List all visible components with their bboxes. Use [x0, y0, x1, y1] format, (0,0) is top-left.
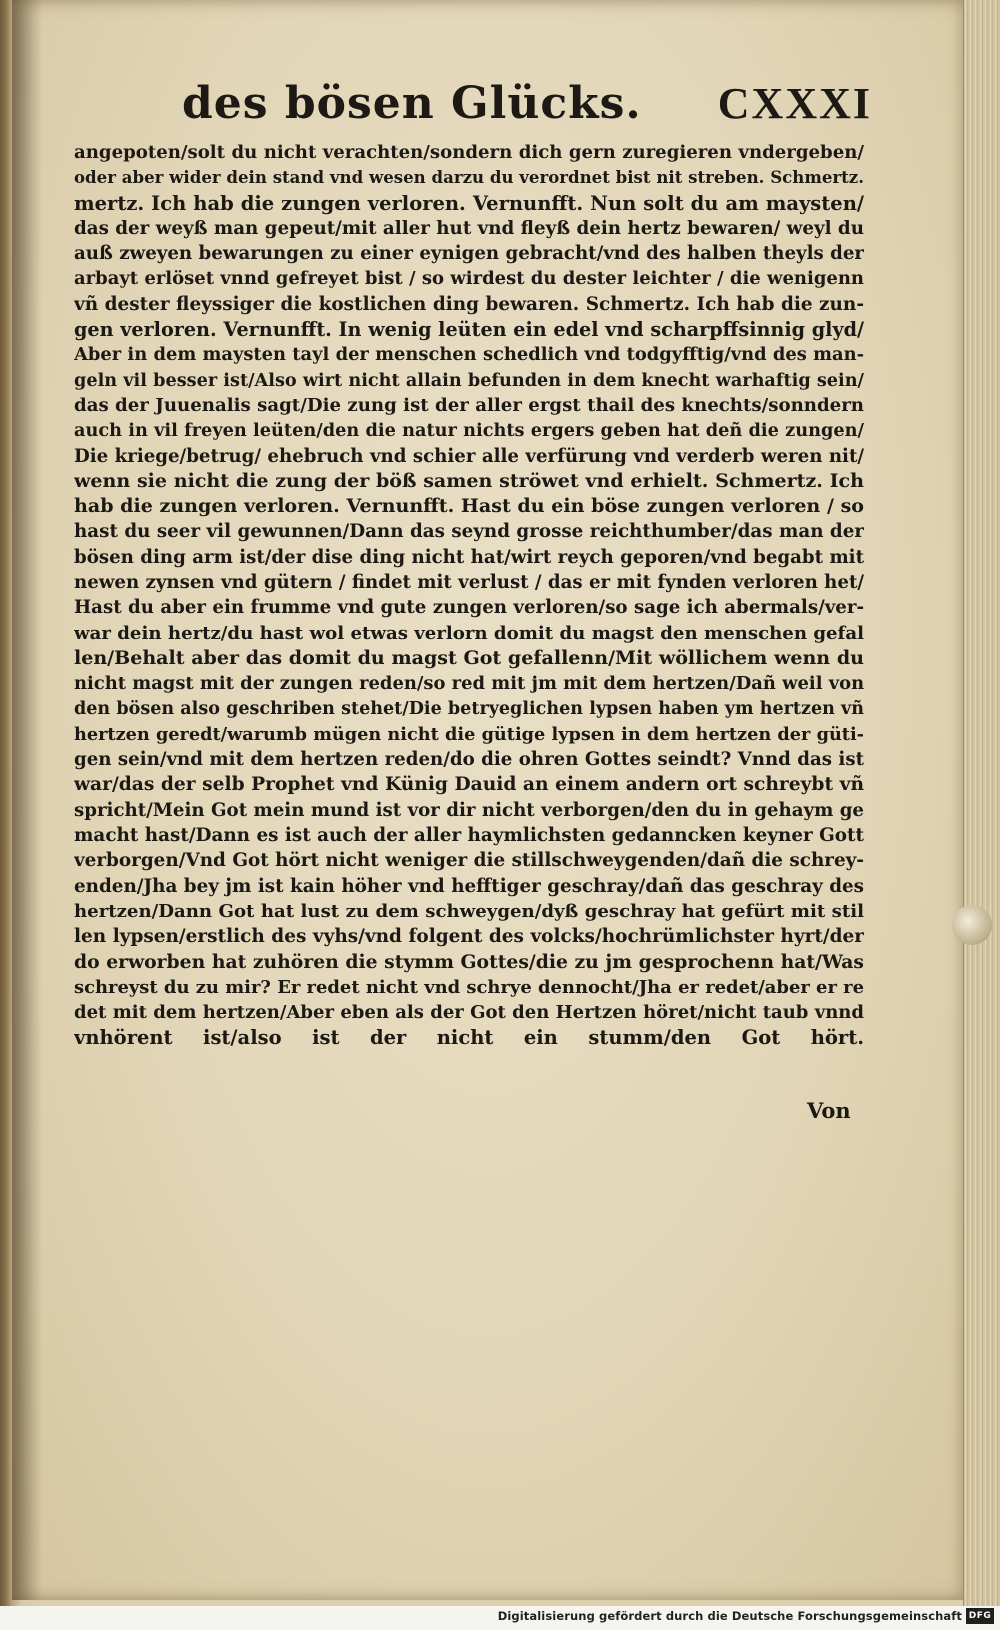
text-line: nicht magst mit der zungen reden/so red mit jm mit dem hertzen/Dañ weil von [74, 673, 864, 695]
text-line: bösen ding arm ist/der dise ding nicht hat/wirt reych geporen/vnd begabt mit [74, 546, 864, 568]
text-line: macht hast/Dann es ist auch der aller haymlichsten gedanncken keyner Gott [74, 825, 864, 847]
text-line: wenn sie nicht die zung der böß samen ströwet vnd erhielt. Schmertz. Ich [74, 469, 864, 492]
text-line: den bösen also geschriben stehet/Die betryeglichen lypsen haben ym hertzen vñ [74, 698, 864, 719]
text-line: do erworben hat zuhören die stymm Gottes/die zu jm gesprochenn hat/Was [74, 950, 864, 973]
book-page [12, 0, 964, 1600]
text-line: mertz. Ich hab die zungen verloren. Vernunfft. Nun solt du am maysten/ [74, 191, 864, 215]
text-line: schreyst du zu mir? Er redet nicht vnd schrye dennocht/Jha er redet/aber er re [74, 976, 864, 998]
text-line: vnhörent ist/also ist der nicht ein stumm/den Got hört. [74, 1026, 864, 1050]
page-header [182, 78, 872, 148]
text-line: gen sein/vnd mit dem hertzen reden/do die ohren Gottes seindt? Vnnd das ist [74, 749, 864, 771]
text-line: det mit dem hertzen/Aber eben als der Got den Hertzen höret/nicht taub vnnd [74, 1002, 864, 1024]
text-line: enden/Jha bey jm ist kain höher vnd hefftiger geschray/dañ das geschray des [74, 875, 864, 897]
text-line: newen zynsen vnd gütern / findet mit verlust / das er mit fynden verloren het/ [74, 572, 864, 594]
page-edges [963, 0, 1000, 1606]
text-line: das der Juuenalis sagt/Die zung ist der aller ergst thail des knechts/sonndern [74, 394, 864, 416]
text-line: gen verloren. Vernunfft. In wenig leüten ein edel vnd scharpffsinnig glyd/ [74, 318, 864, 342]
text-line: len/Behalt aber das domit du magst Got gefallenn/Mit wöllichem wenn du [74, 646, 864, 669]
text-line: oder aber wider dein stand vnd wesen darzu du verordnet bist nit streben. Schmertz. [74, 167, 864, 188]
text-line: hertzen geredt/warumb mügen nicht die gütige lypsen in dem hertzen der güti- [74, 723, 864, 745]
running-title: des bösen Glücks. [182, 78, 642, 129]
spine-shadow [12, 0, 42, 1600]
digitization-credit: Digitalisierung gefördert durch die Deutsche Forschungsgemeinschaft [497, 1609, 962, 1623]
text-line: hast du seer vil gewunnen/Dann das seynd grosse reichthumber/das man der [74, 521, 864, 543]
text-line: das der weyß man gepeut/mit aller hut vnd fleyß dein hertz bewaren/ weyl du [74, 217, 864, 239]
text-line: Hast du aber ein frumme vnd gute zungen verloren/so sage ich abermals/ver- [74, 597, 864, 619]
text-line: auß zweyen bewarungen zu einer eynigen gebracht/vnd des halben theyls der [74, 243, 864, 265]
text-line: Aber in dem maysten tayl der menschen schedlich vnd todgyfftig/vnd des man- [74, 344, 864, 366]
text-line: arbayt erlöset vnnd gefreyet bist / so wirdest du dester leichter / die wenigenn [74, 268, 864, 290]
text-line: geln vil besser ist/Also wirt nicht allain befunden in dem knecht warhaftig sein/ [74, 369, 864, 391]
text-line: hab die zungen verloren. Vernunfft. Hast du ein böse zungen verloren / so [74, 495, 864, 518]
dfg-logo: DFG [966, 1608, 994, 1624]
text-line: len lypsen/erstlich des vyhs/vnd folgent des volcks/hochrümlichster hyrt/der [74, 926, 864, 948]
text-line: war/das der selb Prophet vnd Künig Dauid an einem andern ort schreybt vñ [74, 773, 864, 796]
folio-number: CXXXI [717, 79, 872, 128]
text-line: spricht/Mein Got mein mund ist vor dir nicht verborgen/den du in gehaym ge [74, 799, 864, 821]
text-line: auch in vil freyen leüten/den die natur nichts ergers geben hat deñ die zungen/ [74, 420, 864, 442]
text-line: verborgen/Vnd Got hört nicht weniger die stillschweygenden/dañ die schrey- [74, 850, 864, 872]
text-line: vñ dester fleyssiger die kostlichen ding bewaren. Schmertz. Ich hab die zun- [74, 293, 864, 315]
text-line: Die kriege/betrug/ ehebruch vnd schier alle verfürung vnd verderb weren nit/ [74, 445, 864, 467]
catchword: Von [807, 1098, 851, 1123]
text-line: angepoten/solt du nicht verachten/sondern dich gern zuregieren vndergeben/ [74, 142, 864, 163]
clasp-ornament [952, 905, 992, 945]
text-line: hertzen/Dann Got hat lust zu dem schweygen/dyß geschray hat gefürt mit stil [74, 900, 864, 922]
text-line: war dein hertz/du hast wol etwas verlorn domit du magst den menschen gefal [74, 622, 864, 644]
body-text [74, 140, 864, 1051]
